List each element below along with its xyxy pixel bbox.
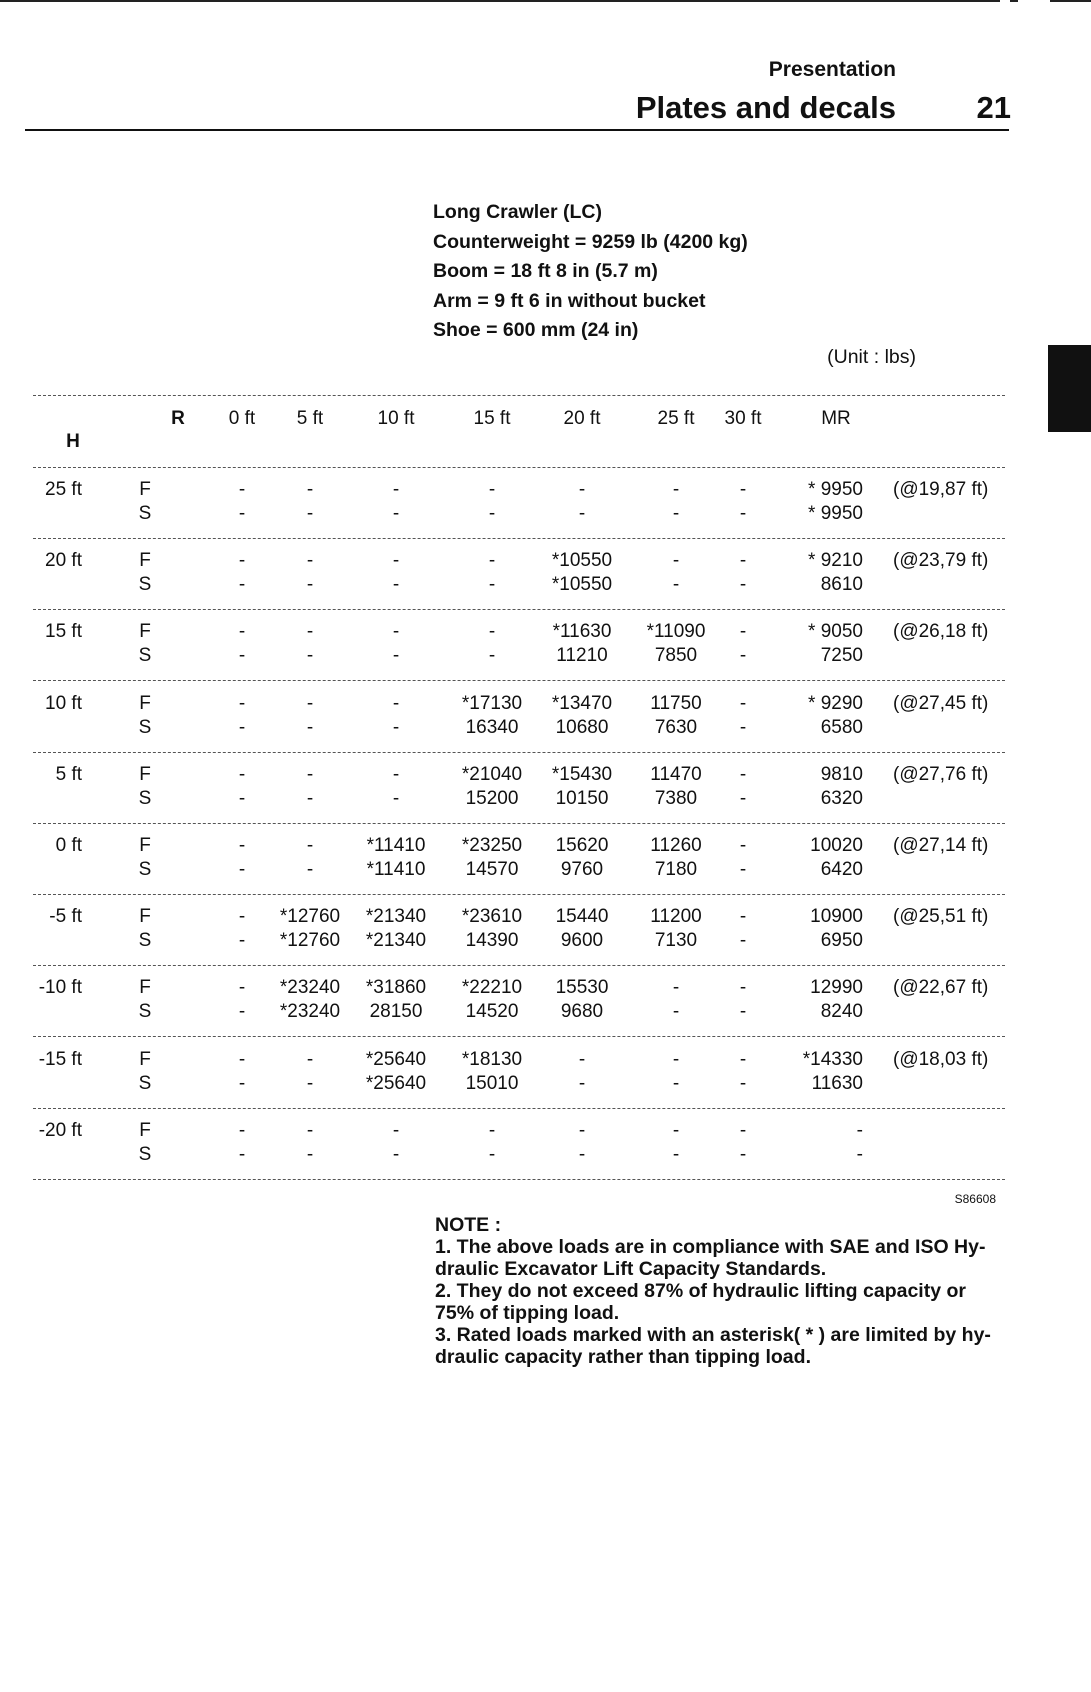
table-cell: -	[306, 621, 314, 643]
side-label: S	[138, 1001, 152, 1023]
table-cell: -	[739, 835, 747, 856]
table-cell: *25640	[365, 1072, 427, 1094]
side-label: S	[138, 787, 152, 809]
note-item: 3. Rated loads marked with an asterisk( * ) are limited by hy-draulic capacity rather than tipping load.	[435, 1324, 991, 1368]
table-cell: -	[488, 479, 496, 500]
table-cell: *21340	[365, 930, 427, 952]
table-cell: -	[306, 716, 314, 738]
height-label: 5 ft	[55, 763, 82, 785]
table-cell: -	[578, 1143, 586, 1165]
note-heading: NOTE :	[435, 1214, 502, 1236]
max-reach-distance: (@19,87 ft)	[893, 479, 989, 500]
max-reach-distance: (@18,03 ft)	[893, 1048, 989, 1070]
table-cell: *15430	[551, 763, 613, 785]
side-label: S	[138, 574, 152, 596]
table-cell: -	[578, 503, 586, 524]
note-block	[435, 1214, 1010, 1368]
table-cell: -	[739, 1143, 747, 1165]
front-label: F	[139, 1119, 151, 1141]
column-header: 0 ft	[228, 408, 256, 429]
table-cell: 15440	[555, 906, 609, 928]
table-cell: -	[672, 479, 680, 500]
table-cell: 7630	[654, 716, 698, 738]
table-cell: -	[739, 1001, 747, 1023]
height-label: 0 ft	[55, 835, 82, 856]
table-cell: -	[578, 479, 586, 500]
table-cell: -	[238, 692, 246, 714]
height-label: -5 ft	[49, 906, 82, 928]
table-cell: *11630	[552, 621, 612, 643]
table-cell: -	[306, 763, 314, 785]
table-cell: -	[739, 1048, 747, 1070]
table-cell: *23250	[461, 835, 523, 856]
table-cell: *23610	[461, 906, 523, 928]
note-item: 1. The above loads are in compliance with SAE and ISO Hy-draulic Excavator Lift Capacity Standards.	[435, 1236, 986, 1280]
table-cell: -	[306, 479, 314, 500]
height-label: -10 ft	[38, 977, 82, 999]
table-cell: -	[238, 1001, 246, 1023]
table-cell: -	[578, 1119, 586, 1141]
max-reach-value: * 9050	[808, 621, 863, 643]
table-cell: -	[739, 906, 747, 928]
max-reach-distance: (@27,76 ft)	[893, 763, 989, 785]
table-cell: -	[392, 763, 400, 785]
table-cell: -	[238, 645, 246, 667]
table-cell: -	[392, 692, 400, 714]
spec-line: Long Crawler (LC)	[433, 201, 602, 223]
max-reach-distance: (@26,18 ft)	[893, 621, 989, 643]
side-label: S	[138, 716, 152, 738]
height-label: 15 ft	[45, 621, 82, 643]
table-cell: -	[672, 977, 680, 999]
table-cell: 11470	[650, 763, 702, 785]
thumb-index-tab	[1048, 345, 1091, 432]
table-cell: -	[488, 1143, 496, 1165]
table-divider	[33, 609, 1005, 610]
table-cell: -	[238, 1072, 246, 1094]
table-cell: -	[488, 1119, 496, 1141]
table-cell: 16340	[465, 716, 519, 738]
height-label: -20 ft	[38, 1119, 82, 1141]
table-cell: *23240	[279, 1001, 341, 1023]
table-cell: -	[238, 550, 246, 572]
table-cell: -	[488, 503, 496, 524]
table-cell: -	[306, 692, 314, 714]
table-cell: *11410	[366, 859, 426, 880]
table-cell: -	[238, 503, 246, 524]
table-cell: -	[238, 930, 246, 952]
table-cell: -	[238, 977, 246, 999]
height-label: 20 ft	[45, 550, 82, 572]
max-reach-value: 11630	[811, 1072, 863, 1094]
table-cell: 9760	[560, 859, 604, 880]
table-cell: -	[238, 787, 246, 809]
table-cell: -	[238, 1048, 246, 1070]
top-edge-rule	[0, 0, 1000, 2]
table-cell: -	[238, 906, 246, 928]
table-cell: -	[672, 550, 680, 572]
table-cell: -	[392, 479, 400, 500]
spec-line: Arm = 9 ft 6 in without bucket	[433, 289, 706, 312]
note-item: 2. They do not exceed 87% of hydraulic lifting capacity or 75% of tipping load.	[435, 1280, 966, 1324]
table-cell: 11750	[650, 692, 702, 714]
max-reach-distance: (@27,14 ft)	[893, 835, 989, 856]
table-cell: *23240	[279, 977, 341, 999]
front-label: F	[139, 906, 151, 928]
table-cell: -	[578, 1072, 586, 1094]
table-divider	[33, 1179, 1005, 1180]
height-label: 25 ft	[45, 479, 82, 500]
height-label: -15 ft	[38, 1048, 82, 1070]
front-label: F	[139, 977, 151, 999]
table-cell: -	[488, 550, 496, 572]
table-cell: -	[739, 763, 747, 785]
table-divider	[33, 1036, 1005, 1037]
side-label: S	[138, 503, 152, 524]
table-cell: -	[672, 574, 680, 596]
table-cell: -	[488, 645, 496, 667]
table-cell: -	[672, 1048, 680, 1070]
table-divider	[33, 894, 1005, 895]
table-cell: -	[672, 1072, 680, 1094]
table-cell: 11200	[650, 906, 702, 928]
column-header: MR	[821, 408, 851, 429]
front-label: F	[139, 1048, 151, 1070]
max-reach-value: 10020	[810, 835, 863, 856]
side-label: S	[138, 930, 152, 952]
front-label: F	[139, 621, 151, 643]
table-cell: -	[578, 1048, 586, 1070]
table-cell: -	[488, 621, 496, 643]
table-cell: -	[392, 503, 400, 524]
table-cell: 7380	[654, 787, 698, 809]
table-cell: 15200	[465, 787, 519, 809]
table-cell: -	[238, 763, 246, 785]
column-header: 5 ft	[296, 408, 324, 429]
max-reach-value: 8240	[820, 1001, 863, 1023]
table-cell: 15010	[465, 1072, 519, 1094]
table-cell: 14520	[465, 1001, 519, 1023]
table-divider	[33, 538, 1005, 539]
page-number: 21	[976, 90, 1011, 125]
table-cell: -	[739, 977, 747, 999]
table-cell: 7850	[654, 645, 698, 667]
max-reach-distance: (@23,79 ft)	[893, 550, 989, 572]
table-cell: 10680	[555, 716, 609, 738]
table-cell: -	[739, 479, 747, 500]
column-header: 25 ft	[657, 408, 695, 429]
machine-specs	[433, 198, 748, 346]
table-cell: -	[672, 1001, 680, 1023]
table-cell: 28150	[369, 1001, 423, 1023]
table-cell: 10150	[555, 787, 609, 809]
table-divider	[33, 752, 1005, 753]
table-cell: -	[739, 716, 747, 738]
front-label: F	[139, 763, 151, 785]
table-cell: -	[238, 1143, 246, 1165]
max-reach-value: -	[856, 1143, 863, 1165]
figure-code: S86608	[954, 1192, 996, 1206]
table-cell: 9680	[560, 1001, 604, 1023]
front-label: F	[139, 692, 151, 714]
max-reach-value: *14330	[802, 1048, 863, 1070]
max-reach-value: 6950	[820, 930, 863, 952]
table-cell: -	[739, 930, 747, 952]
max-reach-value: 9810	[820, 763, 863, 785]
height-label: 10 ft	[45, 692, 82, 714]
unit-label: (Unit : lbs)	[827, 346, 916, 368]
table-cell: *22210	[461, 977, 523, 999]
table-cell: -	[306, 1143, 314, 1165]
table-cell: -	[238, 859, 246, 880]
table-cell: *10550	[551, 574, 613, 596]
max-reach-value: * 9210	[808, 550, 863, 572]
table-cell: -	[739, 574, 747, 596]
table-cell: -	[238, 574, 246, 596]
column-header: 20 ft	[563, 408, 601, 429]
top-edge-mark	[1010, 0, 1018, 2]
table-cell: -	[306, 574, 314, 596]
side-label: S	[138, 1072, 152, 1094]
front-label: F	[139, 835, 151, 856]
page-title: Plates and decals	[635, 90, 896, 125]
table-divider	[33, 395, 1005, 396]
table-cell: *11410	[366, 835, 426, 856]
front-label: F	[139, 479, 151, 500]
table-cell: -	[739, 1072, 747, 1094]
max-reach-value: * 9950	[808, 479, 863, 500]
table-cell: -	[392, 1119, 400, 1141]
max-reach-distance: (@25,51 ft)	[893, 906, 989, 928]
table-cell: *12760	[279, 906, 341, 928]
front-label: F	[139, 550, 151, 572]
max-reach-value: -	[856, 1119, 863, 1141]
table-divider	[33, 823, 1005, 824]
max-reach-value: 6320	[820, 787, 863, 809]
max-reach-distance: (@27,45 ft)	[893, 692, 989, 714]
table-cell: -	[392, 1143, 400, 1165]
table-cell: -	[306, 645, 314, 667]
max-reach-value: 12990	[810, 977, 863, 999]
table-cell: -	[238, 479, 246, 500]
header-rule	[25, 129, 1009, 131]
section-title: Presentation	[768, 58, 896, 81]
radius-header: R	[171, 408, 185, 429]
table-cell: -	[739, 621, 747, 643]
table-cell: -	[306, 550, 314, 572]
table-cell: 11210	[556, 645, 608, 667]
column-header: 15 ft	[473, 408, 511, 429]
table-cell: *17130	[461, 692, 523, 714]
side-label: S	[138, 859, 152, 880]
table-cell: *18130	[461, 1048, 523, 1070]
table-cell: 7130	[654, 930, 698, 952]
table-cell: *25640	[365, 1048, 427, 1070]
spec-line: Counterweight = 9259 lb (4200 kg)	[433, 230, 748, 253]
side-label: S	[138, 645, 152, 667]
column-header: 10 ft	[377, 408, 415, 429]
table-cell: 11260	[650, 835, 702, 856]
max-reach-value: * 9950	[808, 503, 863, 524]
table-cell: *12760	[279, 930, 341, 952]
table-cell: -	[306, 859, 314, 880]
spec-line: Shoe = 600 mm (24 in)	[433, 319, 639, 341]
max-reach-value: 6580	[820, 716, 863, 738]
table-divider	[33, 680, 1005, 681]
table-cell: 15620	[555, 835, 609, 856]
max-reach-distance: (@22,67 ft)	[893, 977, 989, 999]
table-cell: -	[739, 787, 747, 809]
table-cell: -	[306, 835, 314, 856]
table-cell: -	[739, 503, 747, 524]
table-cell: 14390	[465, 930, 519, 952]
table-divider	[33, 1108, 1005, 1109]
table-cell: -	[392, 621, 400, 643]
table-cell: -	[739, 1119, 747, 1141]
max-reach-value: 10900	[810, 906, 863, 928]
table-cell: 14570	[465, 859, 519, 880]
table-cell: -	[739, 645, 747, 667]
table-cell: -	[392, 574, 400, 596]
table-cell: -	[306, 1119, 314, 1141]
table-cell: -	[238, 621, 246, 643]
table-cell: -	[392, 550, 400, 572]
table-cell: *21340	[365, 906, 427, 928]
table-cell: *13470	[551, 692, 613, 714]
table-cell: -	[306, 503, 314, 524]
table-cell: *31860	[365, 977, 427, 999]
table-cell: 7180	[654, 859, 698, 880]
table-divider	[33, 965, 1005, 966]
table-cell: -	[739, 550, 747, 572]
table-cell: -	[392, 645, 400, 667]
max-reach-value: 7250	[820, 645, 863, 667]
max-reach-value: 8610	[820, 574, 863, 596]
table-cell: -	[672, 1143, 680, 1165]
side-label: S	[138, 1143, 152, 1165]
table-cell: -	[392, 716, 400, 738]
table-cell: -	[306, 1048, 314, 1070]
table-divider	[33, 467, 1005, 468]
table-cell: *10550	[551, 550, 613, 572]
max-reach-value: 6420	[820, 859, 863, 880]
table-cell: *11090	[646, 621, 706, 643]
height-header: H	[66, 431, 80, 452]
table-cell: -	[488, 574, 496, 596]
table-cell: -	[238, 835, 246, 856]
table-cell: -	[672, 503, 680, 524]
table-cell: -	[306, 1072, 314, 1094]
table-cell: -	[392, 787, 400, 809]
column-header: 30 ft	[724, 408, 762, 429]
table-cell: 15530	[555, 977, 609, 999]
table-cell: -	[238, 716, 246, 738]
max-reach-value: * 9290	[808, 692, 863, 714]
table-cell: -	[238, 1119, 246, 1141]
table-cell: -	[739, 692, 747, 714]
table-cell: -	[739, 859, 747, 880]
table-cell: -	[672, 1119, 680, 1141]
top-edge-mark	[1050, 0, 1091, 2]
table-cell: 9600	[560, 930, 604, 952]
table-cell: *21040	[461, 763, 523, 785]
spec-line: Boom = 18 ft 8 in (5.7 m)	[433, 260, 658, 282]
table-cell: -	[306, 787, 314, 809]
